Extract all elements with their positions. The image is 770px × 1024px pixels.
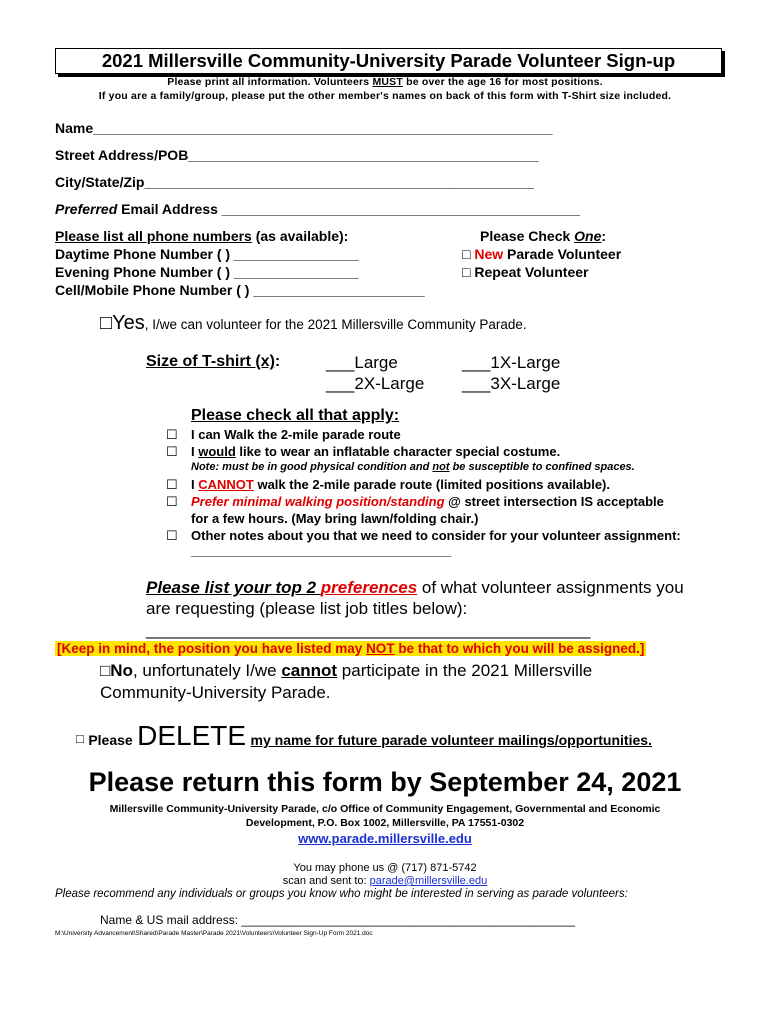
instruction-text: be over the age 16 for most positions. (403, 76, 603, 88)
no-line-2: Community-University Parade. (100, 683, 331, 702)
cannot-walk-label (191, 477, 610, 492)
delete-checkbox[interactable]: □ (76, 731, 84, 746)
yes-label: , I/we can volunteer for the 2021 Millersville Community Parade. (144, 317, 527, 332)
phones-heading-tail: (as available): (251, 228, 349, 244)
must-word: MUST (372, 76, 403, 88)
please-word: Please (88, 732, 133, 748)
tshirt-label (146, 353, 280, 371)
cannot-word: cannot (281, 661, 338, 680)
top2-rest: of what volunteer assignments you (417, 578, 684, 597)
delete-word: DELETE (137, 720, 247, 751)
address-line-1: Millersville Community-University Parade, c/o Office of Community Engagement, Governmental and Economic (109, 803, 661, 815)
check-one-heading (480, 228, 606, 244)
costume-text: like to wear an inflatable character special costume. (235, 444, 561, 459)
cannot-word: CANNOT (198, 477, 254, 492)
new-volunteer-checkbox[interactable]: □ (462, 246, 471, 262)
phones-heading (55, 228, 348, 244)
check-one-colon: : (601, 228, 607, 244)
costume-text: I (191, 444, 199, 459)
street-field[interactable]: Street Address/POB_____________________________________________ (55, 147, 539, 163)
new-word: New (474, 246, 504, 262)
scan-text: scan and sent to: (282, 875, 370, 887)
cell-phone-field[interactable]: Cell/Mobile Phone Number ( ) ______________________ (55, 282, 425, 298)
phones-heading-text: Please list all phone numbers (55, 228, 252, 244)
minimal-walking-checkbox[interactable]: ☐ (166, 494, 178, 509)
form-title: 2021 Millersville Community-University Parade Volunteer Sign-up (101, 50, 676, 71)
instruction-line-2: If you are a family/group, please put the other member's names on back of this form with T-Shirt size included. (98, 90, 672, 102)
delete-label: my name for future parade volunteer mailings/opportunities. (250, 732, 652, 748)
address-line-2: Development, P.O. Box 1002, Millersville, PA 17551-0302 (245, 817, 525, 829)
delete-option[interactable] (76, 720, 652, 752)
website-link[interactable]: www.parade.millersville.edu (298, 831, 472, 846)
minimal-walking-label (191, 494, 664, 509)
email-label: Email Address ______________________________________________ (117, 201, 580, 217)
no-option[interactable] (100, 661, 592, 681)
repeat-volunteer-label: Repeat Volunteer (474, 264, 589, 280)
walk-label: I can Walk the 2-mile parade route (191, 427, 401, 442)
costume-checkbox[interactable]: ☐ (166, 444, 178, 459)
costume-note (191, 461, 635, 473)
tshirt-colon: : (274, 353, 281, 370)
cannot-walk-checkbox[interactable]: ☐ (166, 477, 178, 492)
not-word: NOT (366, 641, 395, 656)
yes-word: Yes (112, 312, 145, 334)
recommend-line: Please recommend any individuals or groups you know who might be interested in serving as parade volunteers: (55, 888, 628, 900)
recommend-name-field[interactable]: Name & US mail address: __________________________________________________ (100, 913, 576, 927)
cannot-text: walk the 2-mile parade route (limited positions available). (253, 477, 610, 492)
repeat-volunteer-option[interactable] (462, 264, 588, 280)
walk-checkbox[interactable]: ☐ (166, 427, 178, 442)
other-notes-field[interactable]: ____________________________________ (191, 543, 452, 558)
no-text: , unfortunately I/we (132, 661, 282, 680)
file-path: M:\University Advancement\Shared\Parade Master\Parade 2021\Volunteers\Volunteer Sign-Up Form 2021.doc (55, 930, 373, 937)
other-notes-checkbox[interactable]: ☐ (166, 528, 178, 543)
yes-option[interactable] (100, 312, 527, 335)
no-checkbox[interactable]: □ (100, 661, 111, 680)
repeat-volunteer-checkbox[interactable]: □ (462, 264, 471, 280)
name-field[interactable]: Name___________________________________________________________ (55, 120, 553, 136)
title-box (55, 48, 722, 74)
preferences-word: preferences (320, 578, 418, 597)
prefer-red-text: Prefer minimal walking position/standing (191, 494, 445, 509)
new-volunteer-label: Parade Volunteer (503, 246, 622, 262)
one-word: One (574, 228, 602, 244)
return-heading: Please return this form by September 24, 2021 (88, 767, 682, 797)
city-field[interactable]: City/State/Zip__________________________________________________ (55, 174, 534, 190)
note-text: Note: must be in good physical condition and (191, 461, 433, 473)
keep-in-mind-banner (55, 641, 646, 656)
phone-line: You may phone us @ (717) 871-5742 (293, 862, 477, 874)
note-text: be susceptible to confined spaces. (449, 461, 635, 473)
email-link[interactable]: parade@millersville.edu (369, 875, 488, 887)
tshirt-label-text: Size of T-shirt (x) (146, 353, 275, 370)
keep-in-mind-text: [Keep in mind, the position you have listed may (57, 641, 367, 656)
tshirt-3x-large[interactable]: ___3X-Large (462, 374, 561, 393)
tshirt-2x-large[interactable]: ___2X-Large (326, 374, 425, 393)
costume-label (191, 444, 560, 459)
tshirt-large[interactable]: ___Large (326, 353, 398, 372)
prefer-text: @ street intersection IS acceptable (444, 494, 664, 509)
minimal-walking-line-2: for a few hours. (May bring lawn/folding chair.) (191, 511, 479, 526)
would-word: would (198, 444, 236, 459)
scan-line (0, 875, 770, 887)
not-word: not (432, 461, 450, 473)
instruction-text: Please print all information. Volunteers (167, 76, 373, 88)
new-volunteer-option[interactable] (462, 246, 621, 262)
check-one-text: Please Check (480, 228, 575, 244)
evening-phone-field[interactable]: Evening Phone Number ( ) ________________ (55, 264, 359, 280)
tshirt-1x-large[interactable]: ___1X-Large (462, 353, 561, 372)
top2-field[interactable]: _______________________________________________ (146, 620, 591, 639)
email-field[interactable] (55, 201, 580, 217)
instruction-line-1 (0, 76, 770, 88)
daytime-phone-field[interactable]: Daytime Phone Number ( ) ________________ (55, 246, 359, 262)
top2-line-2: are requesting (please list job titles below): (146, 599, 468, 618)
no-text: participate in the 2021 Millersville (337, 661, 593, 680)
apply-heading: Please check all that apply: (191, 407, 400, 424)
preferred-word: Preferred (55, 201, 118, 217)
yes-checkbox[interactable]: □ (100, 312, 113, 334)
top2-line-1 (146, 578, 684, 598)
no-word: No (110, 661, 133, 680)
keep-in-mind-text: be that to which you will be assigned.] (394, 641, 645, 656)
other-notes-label: Other notes about you that we need to consider for your volunteer assignment: (191, 528, 681, 543)
top2-lead: Please list your top 2 (146, 578, 321, 597)
cannot-text: I (191, 477, 199, 492)
